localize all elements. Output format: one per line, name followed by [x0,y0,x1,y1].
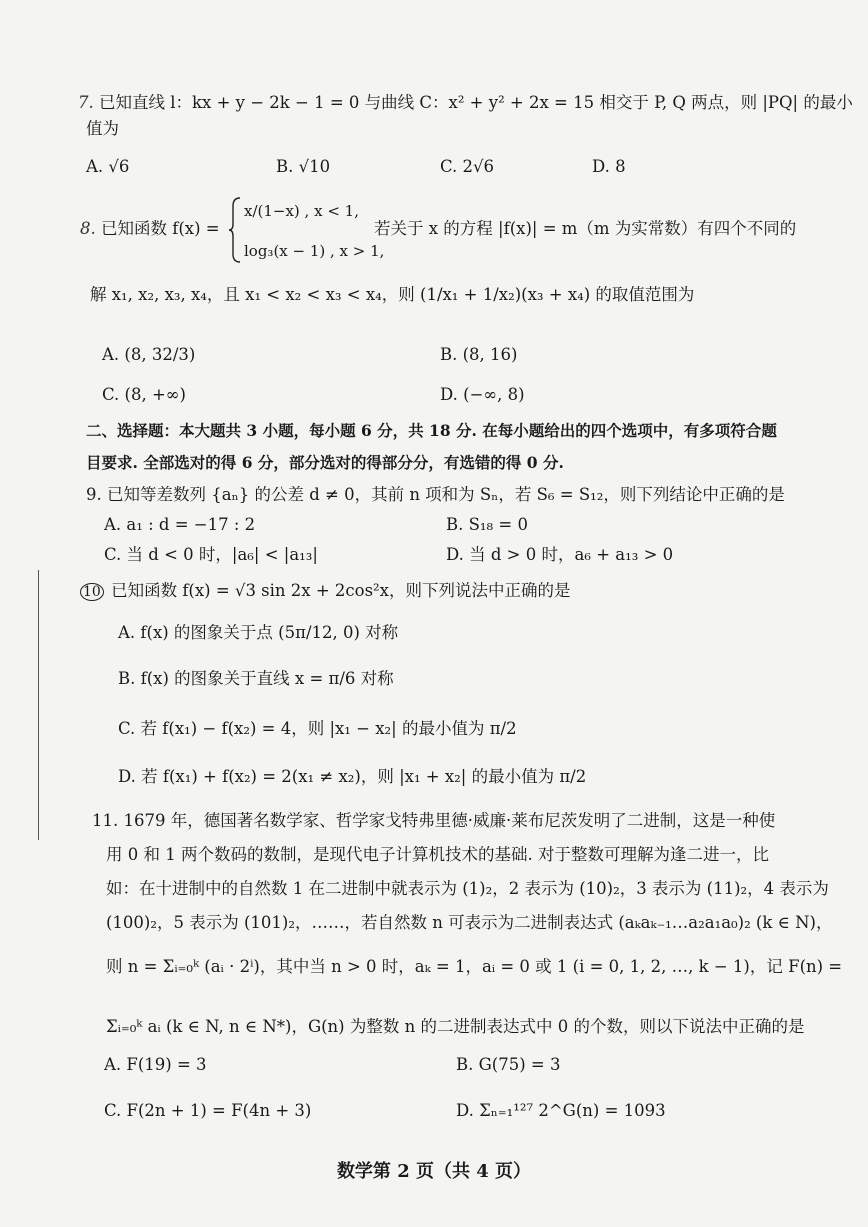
q11-line-5: 则 n = Σᵢ₌₀ᵏ (aᵢ · 2ⁱ)，其中当 n > 0 时，aₖ = 1，aᵢ = 0 或 1 (i = 0, 1, 2, …, k − 1)，记 F(n) = [106,957,843,976]
q9-stem: 9. 已知等差数列 {aₙ} 的公差 d ≠ 0，其前 n 项和为 Sₙ，若 S₆ = S₁₂，则下列结论中正确的是 [86,485,785,504]
q8-case-2: log₃(x − 1) , x > 1, [244,242,385,260]
q8-stem-right: 若关于 x 的方程 |f(x)| = m（m 为实常数）有四个不同的 [374,219,797,238]
q10-option-b: B. f(x) 的图象关于直线 x = π/6 对称 [118,669,394,688]
section2-instructions-2: 目要求. 全部选对的得 6 分，部分选对的得部分分，有选错的得 0 分. [86,453,564,472]
q10-stem [80,580,570,602]
section2-instructions-1: 二、选择题：本大题共 3 小题，每小题 6 分，共 18 分. 在每小题给出的四个选项中，有多项符合题 [86,421,777,440]
q7-option-d: D. 8 [592,157,626,176]
q11-line-2: 用 0 和 1 两个数码的数制，是现代电子计算机技术的基础. 对于整数可理解为逢二进一，比 [106,845,769,864]
q10-stem-text: 已知函数 f(x) = √3 sin 2x + 2cos²x，则下列说法中正确的是 [111,581,571,600]
q8-case-1: x/(1−x) , x < 1, [244,202,359,220]
q7-option-c: C. 2√6 [440,157,495,176]
q10-option-d: D. 若 f(x₁) + f(x₂) = 2(x₁ ≠ x₂)，则 |x₁ + x₂| 的最小值为 π/2 [118,767,587,786]
q8-option-c: C. (8, +∞) [102,385,186,404]
q7-stem-continued: 值为 [86,119,119,138]
q10-number: 10 [80,583,104,601]
q11-line-4: (100)₂，5 表示为 (101)₂，……，若自然数 n 可表示为二进制表达式 (aₖaₖ₋₁…a₂a₁a₀)₂ (k ∈ N)， [106,913,833,932]
q7-stem-text: 已知直线 l：kx + y − 2k − 1 = 0 与曲线 C：x² + y² + 2x = 15 相交于 P, Q 两点，则 |PQ| 的最小 [99,93,853,112]
q8-number: 8. [80,219,96,238]
q8-function-def: 已知函数 f(x) = [101,219,220,238]
q11-option-c: C. F(2n + 1) = F(4n + 3) [104,1101,312,1120]
page-footer: 数学第 2 页（共 4 页） [336,1161,532,1182]
margin-rule [38,570,39,840]
q9-option-a: A. a₁ : d = −17 : 2 [104,515,256,534]
q11-option-b: B. G(75) = 3 [456,1055,561,1074]
q9-option-c: C. 当 d < 0 时，|a₆| < |a₁₃| [104,545,318,564]
q7-stem [78,92,853,114]
q11-line-3: 如：在十进制中的自然数 1 在二进制中就表示为 (1)₂，2 表示为 (10)₂，3 表示为 (11)₂，4 表示为 [106,879,829,898]
q8-option-d: D. (−∞, 8) [440,385,525,404]
q11-option-a: A. F(19) = 3 [104,1055,207,1074]
q7-option-a: A. √6 [86,157,130,176]
q10-option-c: C. 若 f(x₁) − f(x₂) = 4，则 |x₁ − x₂| 的最小值为 π/2 [118,719,517,738]
q8-stem-continued: 解 x₁, x₂, x₃, x₄，且 x₁ < x₂ < x₃ < x₄，则 (1/x₁ + 1/x₂)(x₃ + x₄) 的取值范围为 [90,285,695,304]
q9-option-d: D. 当 d > 0 时，a₆ + a₁₃ > 0 [446,545,674,564]
q7-option-b: B. √10 [276,157,331,176]
q9-option-b: B. S₁₈ = 0 [446,515,528,534]
q10-option-a: A. f(x) 的图象关于点 (5π/12, 0) 对称 [118,623,399,642]
q7-number: 7. [78,93,94,112]
q8-stem [80,218,220,240]
q8-option-b: B. (8, 16) [440,345,518,364]
q8-option-a: A. (8, 32/3) [102,345,196,364]
q8-brace-icon [228,196,242,264]
q11-line-6: Σᵢ₌₀ᵏ aᵢ (k ∈ N, n ∈ N*)，G(n) 为整数 n 的二进制表达式中 0 的个数，则以下说法中正确的是 [106,1017,805,1036]
q11-option-d: D. Σₙ₌₁¹²⁷ 2^G(n) = 1093 [456,1101,666,1120]
q11-line-1: 11. 1679 年，德国著名数学家、哲学家戈特弗里德·威廉·莱布尼茨发明了二进制，这是一种使 [92,811,776,830]
